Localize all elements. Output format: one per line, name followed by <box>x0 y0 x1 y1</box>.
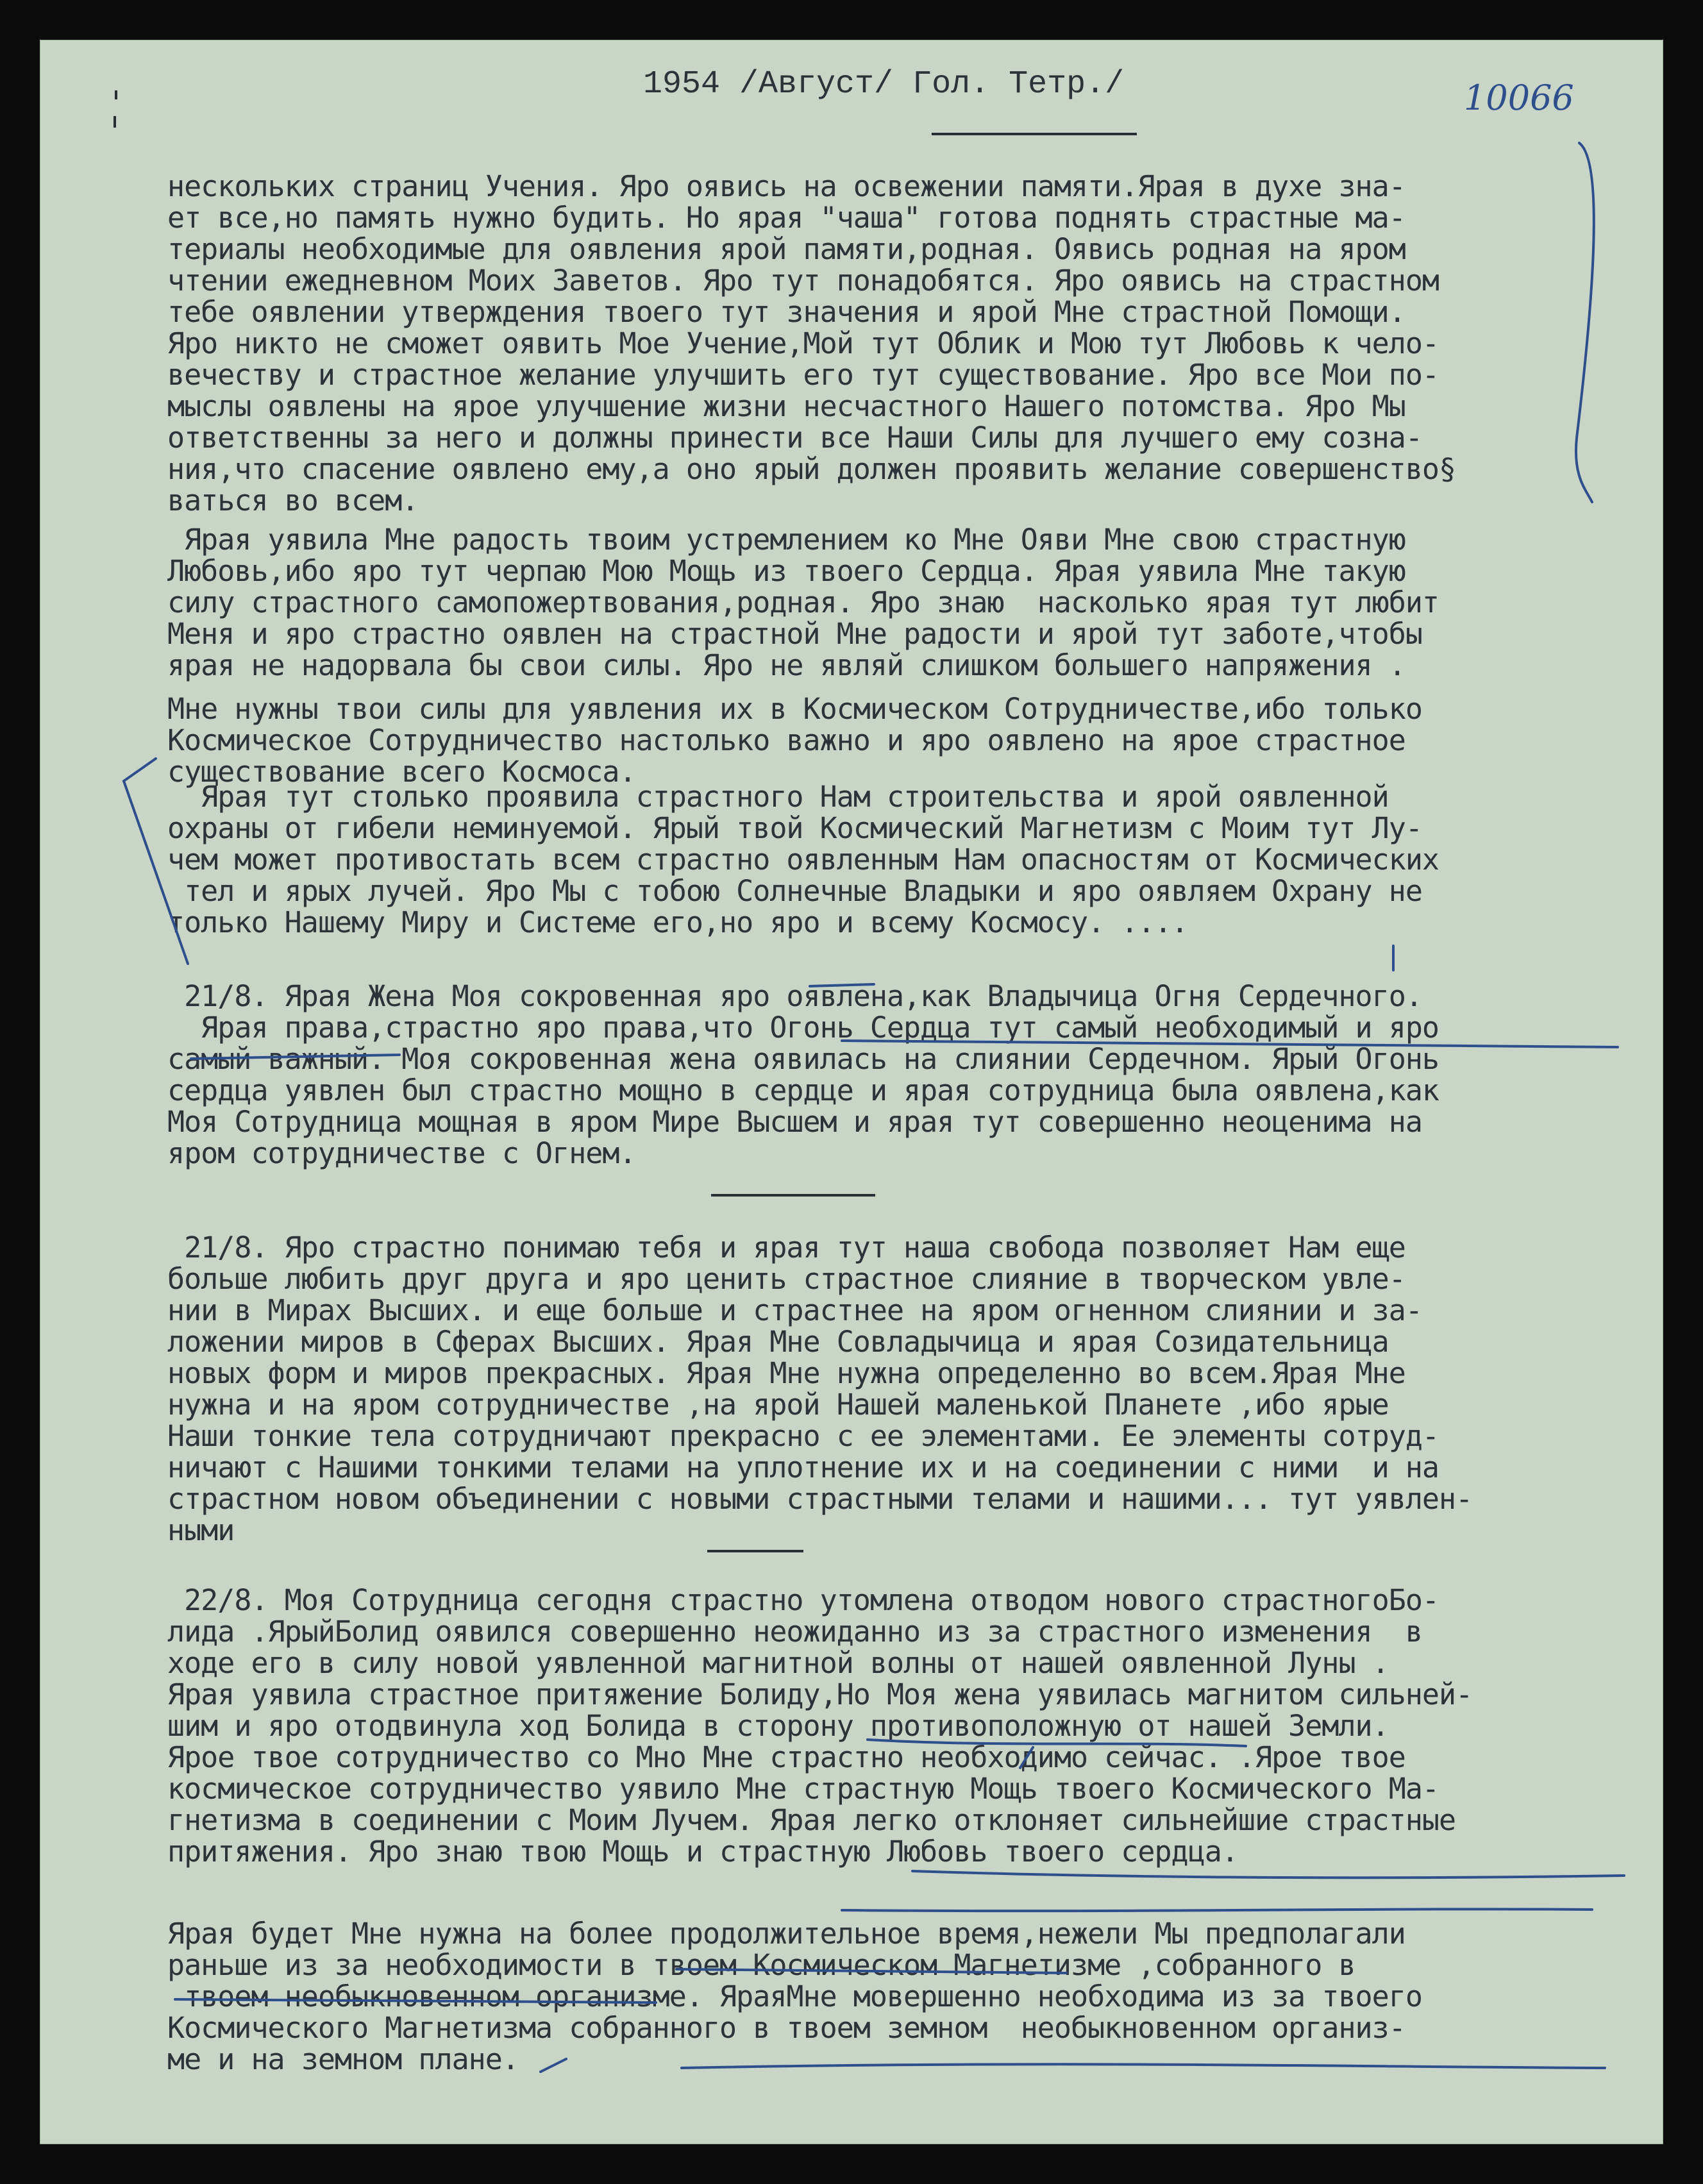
text-line: Моя Сотрудница мощная в яром Мире Высшем и ярая тут совершенно неоценима на <box>167 1105 1422 1139</box>
tick-mark-2 <box>1020 1747 1033 1768</box>
page-header: 1954 /Август/ Гол. Тетр./ <box>643 66 1125 103</box>
pen-annotations <box>40 40 1664 2145</box>
text-line: Яро никто не сможет оявить Мое Учение,Мой тут Облик и Мою тут Любовь к чело- <box>167 326 1439 360</box>
text-line: гнетизма в соединении с Моим Лучем. Ярая легко отклоняет сильнейшие страстные <box>167 1803 1456 1837</box>
underline-4 <box>868 1740 1246 1746</box>
text-line: яром сотрудничестве с Огнем. <box>167 1136 636 1170</box>
underline-10 <box>541 2059 566 2072</box>
text-line: силу страстного самопожертвования,родная. Яро знаю насколько ярая тут любит <box>167 585 1439 619</box>
text-line: вечеству и страстное желание улучшить его тут существование. Яро все Мои по- <box>167 358 1439 392</box>
text-line: притяжения. Яро знаю твою Мощь и страстную Любовь твоего сердца. <box>167 1835 1238 1869</box>
text-line: ме и на земном плане. <box>167 2042 519 2076</box>
left-mark-1 <box>115 90 117 99</box>
underline-5 <box>912 1871 1624 1877</box>
text-line: космическое сотрудничество уявило Мне страстную Мощь твоего Космического Ма- <box>167 1772 1439 1806</box>
text-line: нескольких страниц Учения. Яро оявись на освежении памяти.Ярая в духе зна- <box>167 169 1405 203</box>
underline-7 <box>676 1969 1066 1973</box>
text-line: териалы необходимые для оявления ярой памяти,родная. Оявись родная на яром <box>167 232 1405 266</box>
text-line: охраны от гибели неминуемой. Ярый твой Космический Магнетизм с Моим тут Лу- <box>167 811 1422 845</box>
left-mark-2 <box>113 116 116 128</box>
text-line: Космического Магнетизма собранного в твоем земном необыкновенном организ- <box>167 2011 1405 2045</box>
text-line: ложении миров в Сферах Высших. Ярая Мне Совладычица и ярая Созидательница <box>167 1325 1389 1359</box>
text-line: ничают с Нашими тонкими телами на уплотнение их и на соединении с ними и на <box>167 1450 1439 1484</box>
underline-1 <box>810 984 874 986</box>
text-line: сердца уявлен был страстно мощно в сердце и ярая сотрудница была оявлена,как <box>167 1073 1439 1107</box>
text-line: тел и ярых лучей. Яро Мы с тобою Солнечные Владыки и яро оявляем Охрану не <box>167 874 1422 908</box>
text-line: страстном новом объединении с новыми страстными телами и нашими... тут уявлен- <box>167 1482 1473 1516</box>
text-line: чтении ежедневном Моих Заветов. Яро тут понадобятся. Яро оявись на страстном <box>167 264 1439 298</box>
text-line: ния,что спасение оявлено ему,а оно ярый должен проявить желание совершенство§ <box>167 452 1456 486</box>
text-line: Ярая будет Мне нужна на более продолжительное время,нежели Мы предполагали <box>167 1917 1405 1951</box>
margin-bracket <box>1576 143 1594 502</box>
text-line: новых форм и миров прекрасных. Ярая Мне нужна определенно во всем.Ярая Мне <box>167 1356 1405 1390</box>
text-line: больше любить друг друга и яро ценить страстное слияние в творческом увле- <box>167 1262 1405 1296</box>
text-line: Меня и яро страстно оявлен на страстной Мне радости и ярой тут заботе,чтобы <box>167 617 1422 651</box>
text-line: твоем необыкновенном организме. ЯраяМне мовершенно необходима из за твоего <box>167 1979 1422 2013</box>
text-line: нужна и на яром сотрудничестве ,на ярой Нашей маленькой Планете ,ибо ярые <box>167 1388 1389 1422</box>
text-line: ными <box>167 1513 235 1547</box>
underline-3 <box>191 1055 399 1059</box>
text-line: Ярая права,страстно яро права,что Огонь Сердца тут самый необходимый и яро <box>167 1011 1439 1045</box>
text-line: мыслы оявлены на ярое улучшение жизни несчастного Нашего потомства. Яро Мы <box>167 389 1405 423</box>
text-line: ваться во всем. <box>167 483 419 517</box>
underline-8 <box>175 1999 656 2003</box>
text-line: Любовь,ибо яро тут черпаю Мою Мощь из твоего Сердца. Ярая уявила Мне такую <box>167 554 1405 588</box>
underline-2 <box>842 1041 1618 1047</box>
underline-9 <box>682 2064 1605 2068</box>
text-line: Ярая уявила страстное притяжение Болиду,Но Моя жена уявилась магнитом сильней- <box>167 1677 1473 1711</box>
text-line: самый важный. Моя сокровенная жена оявилась на слиянии Сердечном. Ярый Огонь <box>167 1042 1439 1076</box>
text-line: Мне нужны твои силы для уявления их в Космическом Сотрудничестве,ибо только <box>167 692 1422 726</box>
text-line: ет все,но память нужно будить. Но ярая "чаша" готова поднять страстные ма- <box>167 201 1405 235</box>
text-line: чем может противостать всем страстно оявленным Нам опасностям от Космических <box>167 843 1439 877</box>
text-line: ответственны за него и должны принести все Наши Силы для лучшего ему сознa- <box>167 421 1422 455</box>
text-line: существование всего Космоса. <box>167 755 636 789</box>
text-line: Ярая тут столько проявила страстного Нам строительства и ярой оявленной <box>167 780 1389 814</box>
text-line: ходе его в силу новой уявленной магнитной волны от нашей оявленной Луны . <box>167 1646 1389 1680</box>
text-line: 22/8. Моя Сотрудница сегодня страстно утомлена отводом нового страстногоБо- <box>167 1583 1439 1617</box>
text-line: тебе оявлении утверждения твоего тут значения и ярой Мне страстной Помощи. <box>167 295 1405 329</box>
text-line: шим и яро отодвинула ход Болида в сторону противоположную от нашей Земли. <box>167 1709 1389 1743</box>
page-number: 10066 <box>1464 78 1574 118</box>
document-page <box>40 40 1663 2144</box>
text-line: Ярая уявила Мне радость твоим устремлением ко Мне Ояви Мне свою страстную <box>167 523 1405 557</box>
text-line: только Нашему Миру и Системе его,но яро и всему Космосу. .... <box>167 905 1188 939</box>
text-line: ярая не надорвала бы свои силы. Яро не являй слишком большего напряжения . <box>167 648 1405 682</box>
text-line: 21/8. Яро страстно понимаю тебя и ярая тут наша свобода позволяет Нам еще <box>167 1231 1405 1264</box>
text-line: нии в Мирах Высших. и еще больше и страстнее на яром огненном слиянии и за- <box>167 1293 1422 1327</box>
underline-6 <box>842 1909 1592 1911</box>
text-line: раньше из за необходимости в твоем Космическом Магнетизме ,собранного в <box>167 1948 1355 1982</box>
text-line: лида .ЯрыйБолид оявился совершенно неожиданно из за страстного изменения в <box>167 1615 1422 1649</box>
text-line: Наши тонкие тела сотрудничают прекрасно с ее элементами. Ее элементы сотруд- <box>167 1419 1439 1453</box>
margin-bracket-4 <box>124 759 188 964</box>
text-line: 21/8. Ярая Жена Моя сокровенная яро оявлена,как Владычица Огня Сердечного. <box>167 979 1422 1013</box>
text-line: Ярое твое сотрудничество со Мно Мне страстно необходимо сейчас. .Ярое твое <box>167 1740 1405 1774</box>
text-line: Космическое Сотрудничество настолько важно и яро оявлено на ярое страстное <box>167 723 1405 757</box>
